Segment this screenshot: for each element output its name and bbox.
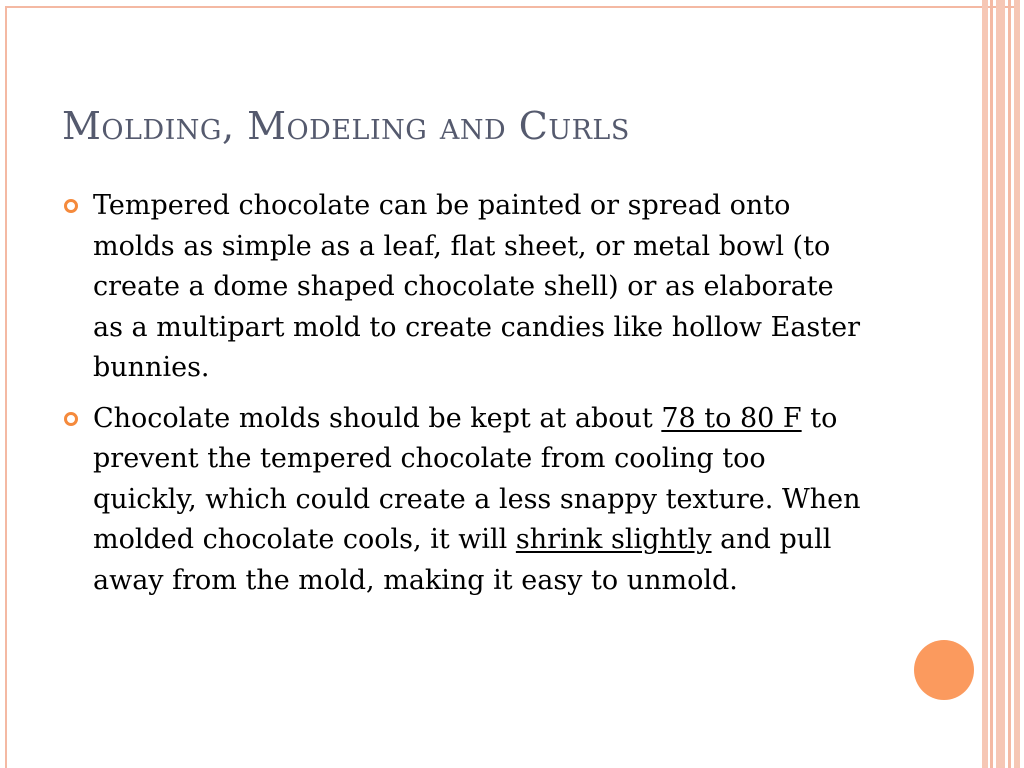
decor-stripe [1014, 0, 1020, 768]
bullet-item [62, 399, 862, 602]
bullet-text: to prevent the tempered chocolate from cooling too quickly, which could create a less snappy texture. When molded chocolate cools, it will [93, 402, 861, 555]
slide-title: Molding, Modeling and Curls [62, 104, 630, 148]
underlined-temperature: 78 to 80 F [661, 402, 802, 434]
decor-stripe [982, 0, 988, 768]
bullet-text: Tempered chocolate can be painted or spread onto molds as simple as a leaf, flat sheet, or metal bowl (to create a dome shaped chocolate shell) or as elaborate as a multipart mold to create candies like hollow Easter bunnies. [93, 190, 861, 383]
bullet-text: and pull away from the mold, making it easy to unmold. [93, 524, 832, 596]
decor-stripe [1008, 0, 1011, 768]
orange-circle-icon [914, 640, 974, 700]
circle-bullet-icon [64, 199, 78, 213]
bullet-text: Chocolate molds should be kept at about [93, 402, 662, 434]
decor-stripe [990, 0, 993, 768]
bullet-list [62, 186, 862, 611]
decor-stripe [996, 0, 1005, 768]
bullet-item [62, 186, 862, 389]
circle-bullet-icon [64, 412, 78, 426]
underlined-phrase: shrink slightly [515, 524, 712, 555]
